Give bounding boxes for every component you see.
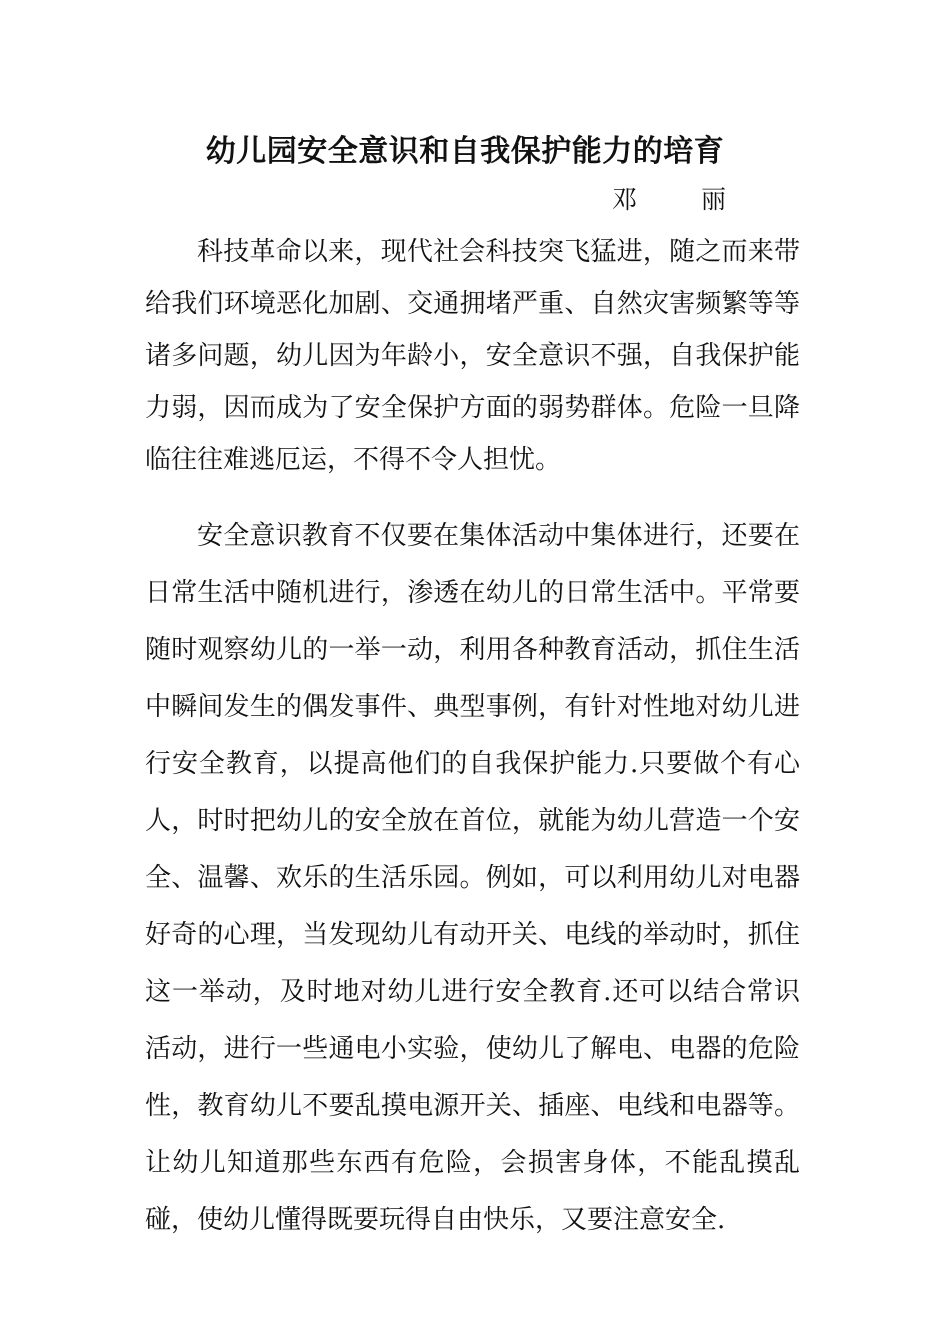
document-body [145, 226, 800, 1249]
author-name: 邓 丽 [612, 185, 754, 214]
document-title: 幼儿园安全意识和自我保护能力的培育 [205, 134, 725, 169]
paragraph-1: 科技革命以来，现代社会科技突飞猛进，随之而来带给我们环境恶化加剧、交通拥堵严重、自然灾害频繁等等诸多问题，幼儿因为年龄小，安全意识不强，自我保护能力弱，因而成为了安全保护方面的弱势群体。危险一旦降临往往难逃厄运，不得不令人担忧。 [145, 237, 800, 475]
paragraph-2: 安全意识教育不仅要在集体活动中集体进行，还要在日常生活中随机进行，渗透在幼儿的日常生活中。平常要随时观察幼儿的一举一动，利用各种教育活动，抓住生活中瞬间发生的偶发事件、典型事例，有针对性地对幼儿进行安全教育，以提高他们的自我保护能力.只要做个有心人，时时把幼儿的安全放在首位，就能为幼儿营造一个安全、温馨、欢乐的生活乐园。例如，可以利用幼儿对电器好奇的心理，当发现幼儿有动开关、电线的举动时，抓住这一举动，及时地对幼儿进行安全教育.还可以结合常识活动，进行一些通电小实验，使幼儿了解电、电器的危险性，教育幼儿不要乱摸电源开关、插座、电线和电器等。让幼儿知道那些东西有危险，会损害身体，不能乱摸乱碰，使幼儿懂得既要玩得自由快乐，又要注意安全. [145, 521, 800, 1235]
